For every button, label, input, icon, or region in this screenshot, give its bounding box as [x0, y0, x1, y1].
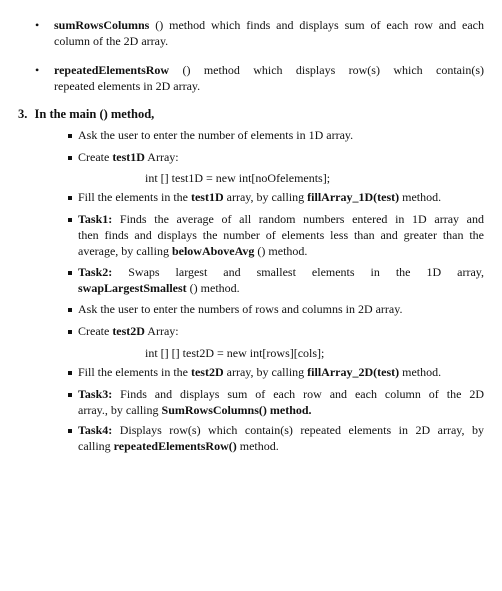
method-name: repeatedElementsRow — [54, 63, 170, 77]
square-bullet — [68, 393, 72, 397]
square-bullet — [68, 330, 72, 334]
square-bullet — [68, 196, 72, 200]
method-name: sumRowsColumns — [54, 18, 150, 32]
square-bullet — [68, 429, 72, 433]
square-bullet — [68, 308, 72, 312]
square-bullet — [68, 156, 72, 160]
top-bullet-1: sumRowsColumns () method which finds and displays sum of each row and each column of the 2D array. — [54, 18, 484, 48]
bullet-dot: • — [35, 18, 40, 32]
list-item: Fill the elements in the test2D array, by calling fillArray_2D(test) method. — [78, 365, 442, 379]
task3-item: Task3: Finds and displays sum of each row and each column of the 2D array., by calling SumRowsColumns() method. — [78, 387, 484, 417]
square-bullet — [68, 271, 72, 275]
list-item: Fill the elements in the test1D array, by calling fillArray_1D(test) method. — [78, 190, 442, 204]
top-bullet-2: repeatedElementsRow () method which displays row(s) which contain(s) repeated elements in 2D array. — [54, 63, 484, 93]
list-item: Create test2D Array: — [78, 324, 179, 338]
task2-item: Task2: Swaps largest and smallest elements in the 1D array, swapLargestSmallest () method. — [78, 265, 484, 295]
square-bullet — [68, 371, 72, 375]
code-line: int [] [] test2D = new int[rows][cols]; — [145, 346, 325, 360]
task4-item: Task4: Displays row(s) which contain(s) repeated elements in 2D array, by calling repeatedElementsRow() method. — [78, 423, 484, 453]
bullet-dot: • — [35, 63, 40, 77]
square-bullet — [68, 134, 72, 138]
list-item: Ask the user to enter the numbers of rows and columns in 2D array. — [78, 302, 403, 316]
list-item: Create test1D Array: — [78, 150, 179, 164]
list-item: Ask the user to enter the number of elements in 1D array. — [78, 128, 354, 142]
square-bullet — [68, 218, 72, 222]
section-heading: 3. In the main () method, — [18, 107, 155, 121]
code-line: int [] test1D = new int[noOfelements]; — [145, 171, 331, 185]
task1-item: Task1: Finds the average of all random numbers entered in 1D array and then finds and displays the number of elements less than and greater than the average, by calling belowAboveAvg () method. — [78, 212, 484, 258]
